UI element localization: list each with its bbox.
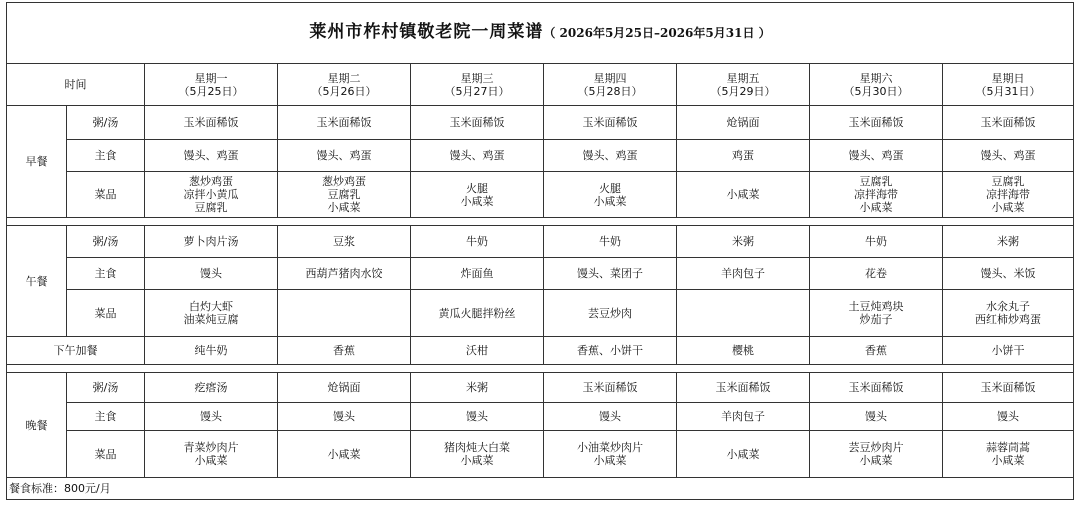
menu-cell xyxy=(810,140,943,172)
day-date: （5月29日） xyxy=(710,84,776,98)
menu-cell xyxy=(544,172,677,218)
menu-cell xyxy=(943,431,1074,478)
dish: 葱炒鸡蛋 xyxy=(322,175,366,188)
breakfast-row xyxy=(7,106,1074,140)
dish: 土豆炖鸡块 xyxy=(848,300,904,313)
dinner-row xyxy=(7,431,1074,478)
row-label: 菜品 xyxy=(67,431,145,478)
dish: 凉拌海带 xyxy=(854,188,898,201)
menu-cell xyxy=(411,290,544,337)
dish: 鸡蛋 xyxy=(732,149,754,162)
day-date: （5月27日） xyxy=(444,84,510,98)
meal-label: 下午加餐 xyxy=(7,337,145,365)
menu-cell xyxy=(810,172,943,218)
menu-cell xyxy=(943,140,1074,172)
menu-cell xyxy=(145,373,278,403)
menu-cell xyxy=(943,106,1074,140)
menu-cell xyxy=(544,431,677,478)
menu-cell xyxy=(278,106,411,140)
day-name: 星期四 xyxy=(593,71,627,85)
menu-cell xyxy=(943,258,1074,290)
day-header xyxy=(544,64,677,106)
lunch-row xyxy=(7,290,1074,337)
dish: 香蕉、小饼干 xyxy=(577,344,643,357)
dish: 米粥 xyxy=(997,235,1020,248)
dish: 馒头 xyxy=(466,410,488,423)
dish: 馒头 xyxy=(599,410,621,423)
menu-cell xyxy=(677,403,810,431)
menu-cell xyxy=(278,140,411,172)
dish: 芸豆炒肉片 xyxy=(848,441,904,454)
dinner-row xyxy=(7,403,1074,431)
menu-cell xyxy=(278,172,411,218)
dish: 炸面鱼 xyxy=(460,267,494,280)
dish: 炝锅面 xyxy=(327,381,361,394)
dish: 玉米面稀饭 xyxy=(449,116,505,129)
dish: 芸豆炒肉 xyxy=(588,306,632,320)
menu-cell xyxy=(943,172,1074,218)
dish: 水氽丸子 xyxy=(986,300,1031,313)
row-label: 主食 xyxy=(67,140,145,172)
day-name: 星期日 xyxy=(991,71,1025,85)
meal-label: 早餐 xyxy=(7,106,67,218)
dish: 馒头 xyxy=(200,267,222,280)
menu-cell xyxy=(411,140,544,172)
dish: 玉米面稀饭 xyxy=(848,381,904,394)
menu-sheet xyxy=(6,2,1073,515)
dish: 油菜炖豆腐 xyxy=(183,313,239,326)
day-date: （5月25日） xyxy=(178,84,244,98)
dish: 樱桃 xyxy=(732,344,754,357)
day-name: 星期一 xyxy=(194,71,228,85)
menu-cell xyxy=(145,226,278,258)
dish: 小咸菜 xyxy=(460,194,494,208)
dish: 炒茄子 xyxy=(859,313,893,326)
gap-cell xyxy=(7,365,1074,373)
title-row xyxy=(7,3,1074,64)
dish: 花卷 xyxy=(865,267,887,280)
dish: 小咸菜 xyxy=(859,201,893,214)
dish: 米粥 xyxy=(466,381,488,394)
dish: 馒头、鸡蛋 xyxy=(183,149,239,162)
menu-cell xyxy=(145,106,278,140)
row-label: 粥/汤 xyxy=(67,373,145,403)
dish: 炝锅面 xyxy=(726,116,760,129)
dish: 羊肉包子 xyxy=(721,410,765,423)
dish: 小咸菜 xyxy=(460,454,494,467)
menu-cell xyxy=(411,403,544,431)
day-header xyxy=(145,64,278,106)
dish: 火腿 xyxy=(599,181,621,195)
dish: 小咸菜 xyxy=(726,447,760,461)
dish: 纯牛奶 xyxy=(194,344,228,357)
menu-cell xyxy=(810,431,943,478)
menu-cell xyxy=(145,172,278,218)
dish: 馒头、鸡蛋 xyxy=(582,149,638,162)
menu-cell xyxy=(278,226,411,258)
day-header xyxy=(810,64,943,106)
dish: 小油菜炒肉片 xyxy=(577,441,643,454)
menu-cell xyxy=(810,226,943,258)
dish: 火腿 xyxy=(466,181,488,195)
dish: 香蕉 xyxy=(333,344,355,357)
menu-cell xyxy=(544,337,677,365)
page-title: 莱州市柞村镇敬老院一周菜谱 xyxy=(309,22,544,42)
time-header: 时间 xyxy=(7,64,145,106)
day-date: （5月28日） xyxy=(577,84,643,98)
dish: 小咸菜 xyxy=(859,454,893,467)
menu-cell xyxy=(544,140,677,172)
menu-cell xyxy=(278,373,411,403)
weekly-menu-table xyxy=(6,2,1074,500)
dish: 猪肉炖大白菜 xyxy=(444,441,510,454)
menu-cell xyxy=(145,431,278,478)
menu-cell xyxy=(145,140,278,172)
menu-cell xyxy=(411,106,544,140)
menu-cell xyxy=(677,337,810,365)
dish: 米粥 xyxy=(732,235,754,248)
menu-cell xyxy=(544,258,677,290)
dish: 玉米面稀饭 xyxy=(715,381,771,394)
menu-cell xyxy=(677,373,810,403)
dish: 青菜炒肉片 xyxy=(183,441,239,454)
dish: 蒜蓉茼蒿 xyxy=(986,441,1031,454)
dish: 小咸菜 xyxy=(327,201,361,214)
dish: 馒头 xyxy=(997,410,1020,423)
dish: 黄瓜火腿拌粉丝 xyxy=(438,306,516,320)
gap-cell xyxy=(7,218,1074,226)
day-header xyxy=(677,64,810,106)
dish: 白灼大虾 xyxy=(189,300,233,313)
snack-row xyxy=(7,337,1074,365)
menu-cell xyxy=(943,403,1074,431)
dish: 玉米面稀饭 xyxy=(316,116,372,129)
menu-cell xyxy=(278,337,411,365)
date-range: （ 2026年5月25日–2026年5月31日 ） xyxy=(543,26,771,40)
dish: 西红柿炒鸡蛋 xyxy=(975,313,1042,326)
day-date: （5月31日） xyxy=(975,84,1041,98)
menu-cell xyxy=(677,226,810,258)
menu-cell xyxy=(278,431,411,478)
menu-cell xyxy=(145,337,278,365)
menu-cell xyxy=(677,172,810,218)
menu-cell xyxy=(145,403,278,431)
day-date: （5月30日） xyxy=(843,84,909,98)
menu-cell xyxy=(544,373,677,403)
title-cell xyxy=(7,3,1074,64)
menu-cell xyxy=(810,403,943,431)
dish: 凉拌小黄瓜 xyxy=(183,188,239,201)
dish: 馒头、米饭 xyxy=(980,267,1036,280)
menu-cell xyxy=(810,337,943,365)
menu-cell xyxy=(810,258,943,290)
dish: 玉米面稀饭 xyxy=(980,381,1036,394)
row-label: 粥/汤 xyxy=(67,226,145,258)
dish: 馒头 xyxy=(333,410,355,423)
dinner-row xyxy=(7,373,1074,403)
menu-cell xyxy=(677,140,810,172)
row-label: 粥/汤 xyxy=(67,106,145,140)
dish: 豆腐乳 xyxy=(991,175,1025,188)
dish: 沃柑 xyxy=(466,344,488,357)
dish: 玉米面稀饭 xyxy=(848,116,904,129)
dish: 玉米面稀饭 xyxy=(582,116,638,129)
menu-cell xyxy=(411,431,544,478)
menu-cell xyxy=(677,290,810,337)
day-name: 星期五 xyxy=(726,71,760,85)
dish: 萝卜肉片汤 xyxy=(183,235,239,248)
dish: 玉米面稀饭 xyxy=(582,381,638,394)
dish: 小咸菜 xyxy=(726,188,760,201)
menu-cell xyxy=(677,106,810,140)
dish: 牛奶 xyxy=(599,235,621,248)
menu-cell xyxy=(544,226,677,258)
menu-cell xyxy=(943,337,1074,365)
dish: 小咸菜 xyxy=(194,454,228,467)
section-gap xyxy=(7,218,1074,226)
dish: 豆腐乳 xyxy=(194,201,228,214)
dish: 馒头 xyxy=(865,410,887,423)
menu-cell xyxy=(544,403,677,431)
menu-cell xyxy=(677,258,810,290)
section-gap xyxy=(7,365,1074,373)
row-label: 菜品 xyxy=(67,172,145,218)
row-label: 主食 xyxy=(67,403,145,431)
menu-cell xyxy=(145,290,278,337)
dish: 豆浆 xyxy=(333,235,355,248)
menu-cell xyxy=(677,431,810,478)
menu-cell xyxy=(278,403,411,431)
dish: 西葫芦猪肉水饺 xyxy=(305,267,383,280)
breakfast-row xyxy=(7,140,1074,172)
row-label: 主食 xyxy=(67,258,145,290)
menu-cell xyxy=(810,373,943,403)
dish: 小咸菜 xyxy=(991,454,1025,467)
dish: 馒头、鸡蛋 xyxy=(848,149,904,162)
dish: 馒头 xyxy=(200,410,222,423)
dish: 凉拌海带 xyxy=(986,188,1031,201)
menu-cell xyxy=(810,290,943,337)
menu-cell xyxy=(278,290,411,337)
dish: 小咸菜 xyxy=(327,447,361,461)
menu-cell xyxy=(544,106,677,140)
day-date: （5月26日） xyxy=(311,84,377,98)
menu-cell xyxy=(411,373,544,403)
lunch-row xyxy=(7,226,1074,258)
dish: 玉米面稀饭 xyxy=(183,116,239,129)
footer-row xyxy=(7,478,1074,500)
breakfast-row xyxy=(7,172,1074,218)
meal-label: 晚餐 xyxy=(7,373,67,478)
dish: 牛奶 xyxy=(466,235,488,248)
dish: 羊肉包子 xyxy=(721,267,765,280)
menu-cell xyxy=(411,258,544,290)
dish: 香蕉 xyxy=(865,344,887,357)
dish: 馒头、鸡蛋 xyxy=(316,149,372,162)
menu-cell xyxy=(411,172,544,218)
menu-cell xyxy=(411,337,544,365)
dish: 葱炒鸡蛋 xyxy=(189,175,233,188)
row-label: 菜品 xyxy=(67,290,145,337)
meal-standard-note: 餐食标准：800元/月 xyxy=(7,478,1074,500)
dish: 馒头、菜团子 xyxy=(577,267,643,280)
dish: 玉米面稀饭 xyxy=(980,116,1036,129)
menu-cell xyxy=(943,290,1074,337)
menu-cell xyxy=(943,226,1074,258)
menu-cell xyxy=(544,290,677,337)
day-header xyxy=(278,64,411,106)
dish: 豆腐乳 xyxy=(859,175,893,188)
dish: 豆腐乳 xyxy=(327,188,361,201)
dish: 小咸菜 xyxy=(593,454,627,467)
menu-cell xyxy=(411,226,544,258)
menu-cell xyxy=(278,258,411,290)
meal-label: 午餐 xyxy=(7,226,67,337)
lunch-row xyxy=(7,258,1074,290)
dish: 小咸菜 xyxy=(593,194,627,208)
dish: 馒头、鸡蛋 xyxy=(980,149,1036,162)
menu-cell xyxy=(810,106,943,140)
menu-cell xyxy=(145,258,278,290)
dish: 疙瘩汤 xyxy=(194,381,228,394)
dish: 小咸菜 xyxy=(991,201,1025,214)
day-name: 星期六 xyxy=(859,71,893,85)
dish: 小饼干 xyxy=(991,344,1025,357)
menu-cell xyxy=(943,373,1074,403)
day-header xyxy=(943,64,1074,106)
dish: 馒头、鸡蛋 xyxy=(449,149,505,162)
day-name: 星期三 xyxy=(460,71,494,85)
day-header xyxy=(411,64,544,106)
day-name: 星期二 xyxy=(327,71,361,85)
dish: 牛奶 xyxy=(865,235,887,248)
header-row xyxy=(7,64,1074,106)
